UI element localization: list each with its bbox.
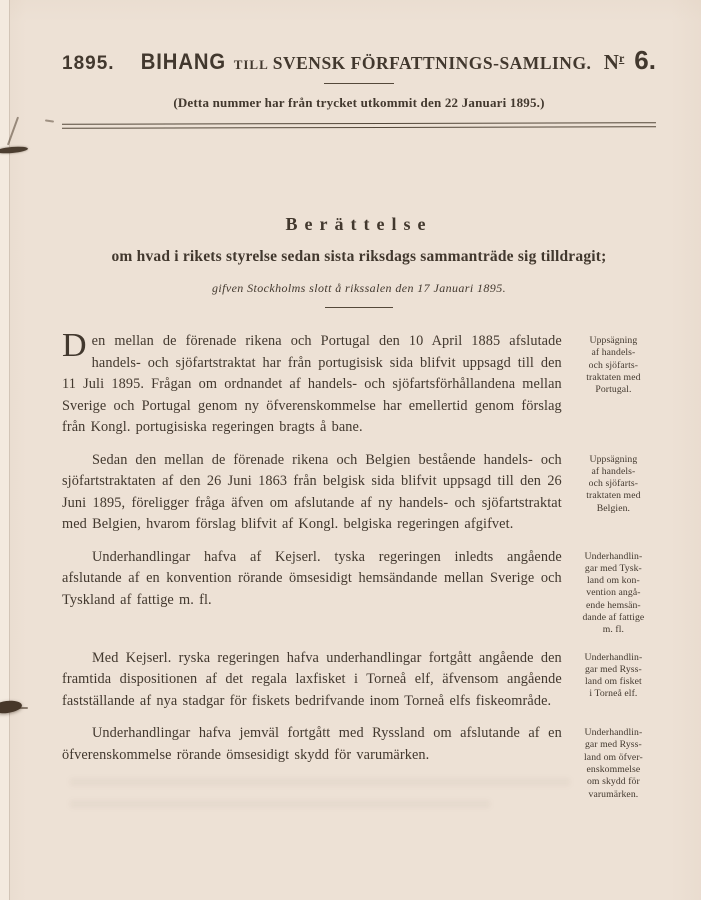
paragraph-row <box>62 450 656 536</box>
masthead-divider-rule <box>324 83 394 84</box>
paragraph-row <box>62 648 656 713</box>
paragraph-row <box>62 327 656 439</box>
margin-note: Underhandlin- gar med Tysk- land om kon- vention angå- ende hemsän- dande af fattige m. fl. <box>582 550 645 636</box>
heading-subtitle: om hvad i rikets styrelse sedan sista riksdags sammanträde sig tilldragit; <box>111 248 607 265</box>
paragraph-text: Med Kejserl. ryska regeringen hafva underhandlingar fortgått angående den framtida dispositionen af det regala laxfisket i Torneå elf, äfvensom angående fastställande af nya stadgar för fiskets bedrifvande inom Torneå elfs fiskeområde. <box>62 649 562 709</box>
masthead-title-word3: SVENSK FÖRFATTNINGS-SAMLING. <box>272 53 592 73</box>
paragraph-text <box>62 327 562 439</box>
page-content <box>62 45 656 812</box>
issue-digit: 6. <box>634 45 656 75</box>
masthead-title <box>137 49 592 75</box>
paragraph-text: Underhandlingar hafva af Kejserl. tyska regeringen inledts angående afslutande af en konvention rörande ömsesidigt hemsändande mellan Sverige och Tyskland af fattige m. fl. <box>62 548 562 608</box>
paper-speck <box>45 119 54 122</box>
paragraph-row <box>62 547 656 637</box>
paragraph-text: Underhandlingar hafva jemväl fortgått med Ryssland om afslutande af en öfverenskommelse rörande ömsesidigt skydd för varumärken. <box>62 725 562 763</box>
binding-stitch-mark <box>0 146 28 155</box>
margin-note: Underhandlin- gar med Ryss- land om öfver- enskommelse om skydd för varumärken. <box>584 727 643 800</box>
margin-note: Uppsägning af handels- och sjöfarts- traktaten med Belgien. <box>586 453 641 514</box>
paragraph-row <box>62 723 656 801</box>
heading-divider-rule <box>325 307 393 308</box>
paragraph-body: en mellan de förenade rikena och Portugal den 10 April 1885 afslutade handels- och sjöfartstraktat har från portugisisk sida blifvit uppsagd till den 11 Juli 1895. Frågan om ordnandet af handels- och sjöfartsförhållandena mellan Sverige och Portugal genom ny öfverenskommelse har emellertid genom förslag från Kongl. portugisiska regeringen bragts å bane. <box>62 333 562 435</box>
binding-stitch-mark <box>18 707 28 709</box>
issue-letter: N <box>603 50 619 74</box>
heading-dateline: gifven Stockholms slott å rikssalen den 17 Januari 1895. <box>211 281 507 295</box>
page-fold-edge <box>0 0 10 900</box>
margin-note: Underhandlin- gar med Ryss- land om fisket i Torneå elf. <box>584 651 643 700</box>
masthead-title-word1: BIHANG <box>140 49 226 74</box>
masthead-year: 1895. <box>62 53 115 74</box>
double-rule <box>62 122 656 129</box>
issue-superscript: r <box>618 51 625 65</box>
paragraph-text: Sedan den mellan de förenade rikena och Belgien bestående handels- och sjöfartstraktaten af den 26 Juni 1863 från belgisk sida blifvit uppsagd till den 26 Juni 1895, föreligger fråga äfven om afslutande af ny handels- och sjöfartstraktat med Belgien, hvarom förslag blifvit af Kongl. belgiska regeringen afgifvet. <box>62 451 562 532</box>
masthead-title-word2: TILL <box>233 57 269 72</box>
imprint-note: (Detta nummer har från trycket utkommit den 22 Januari 1895.) <box>173 95 545 110</box>
dropcap-initial: D <box>62 327 87 364</box>
margin-note: Uppsägning af handels- och sjöfarts- traktaten med Portugal. <box>586 335 641 396</box>
body-text-block <box>62 327 656 801</box>
issue-number <box>604 45 656 76</box>
masthead <box>62 45 656 76</box>
heading-title: Berättelse <box>285 214 433 234</box>
